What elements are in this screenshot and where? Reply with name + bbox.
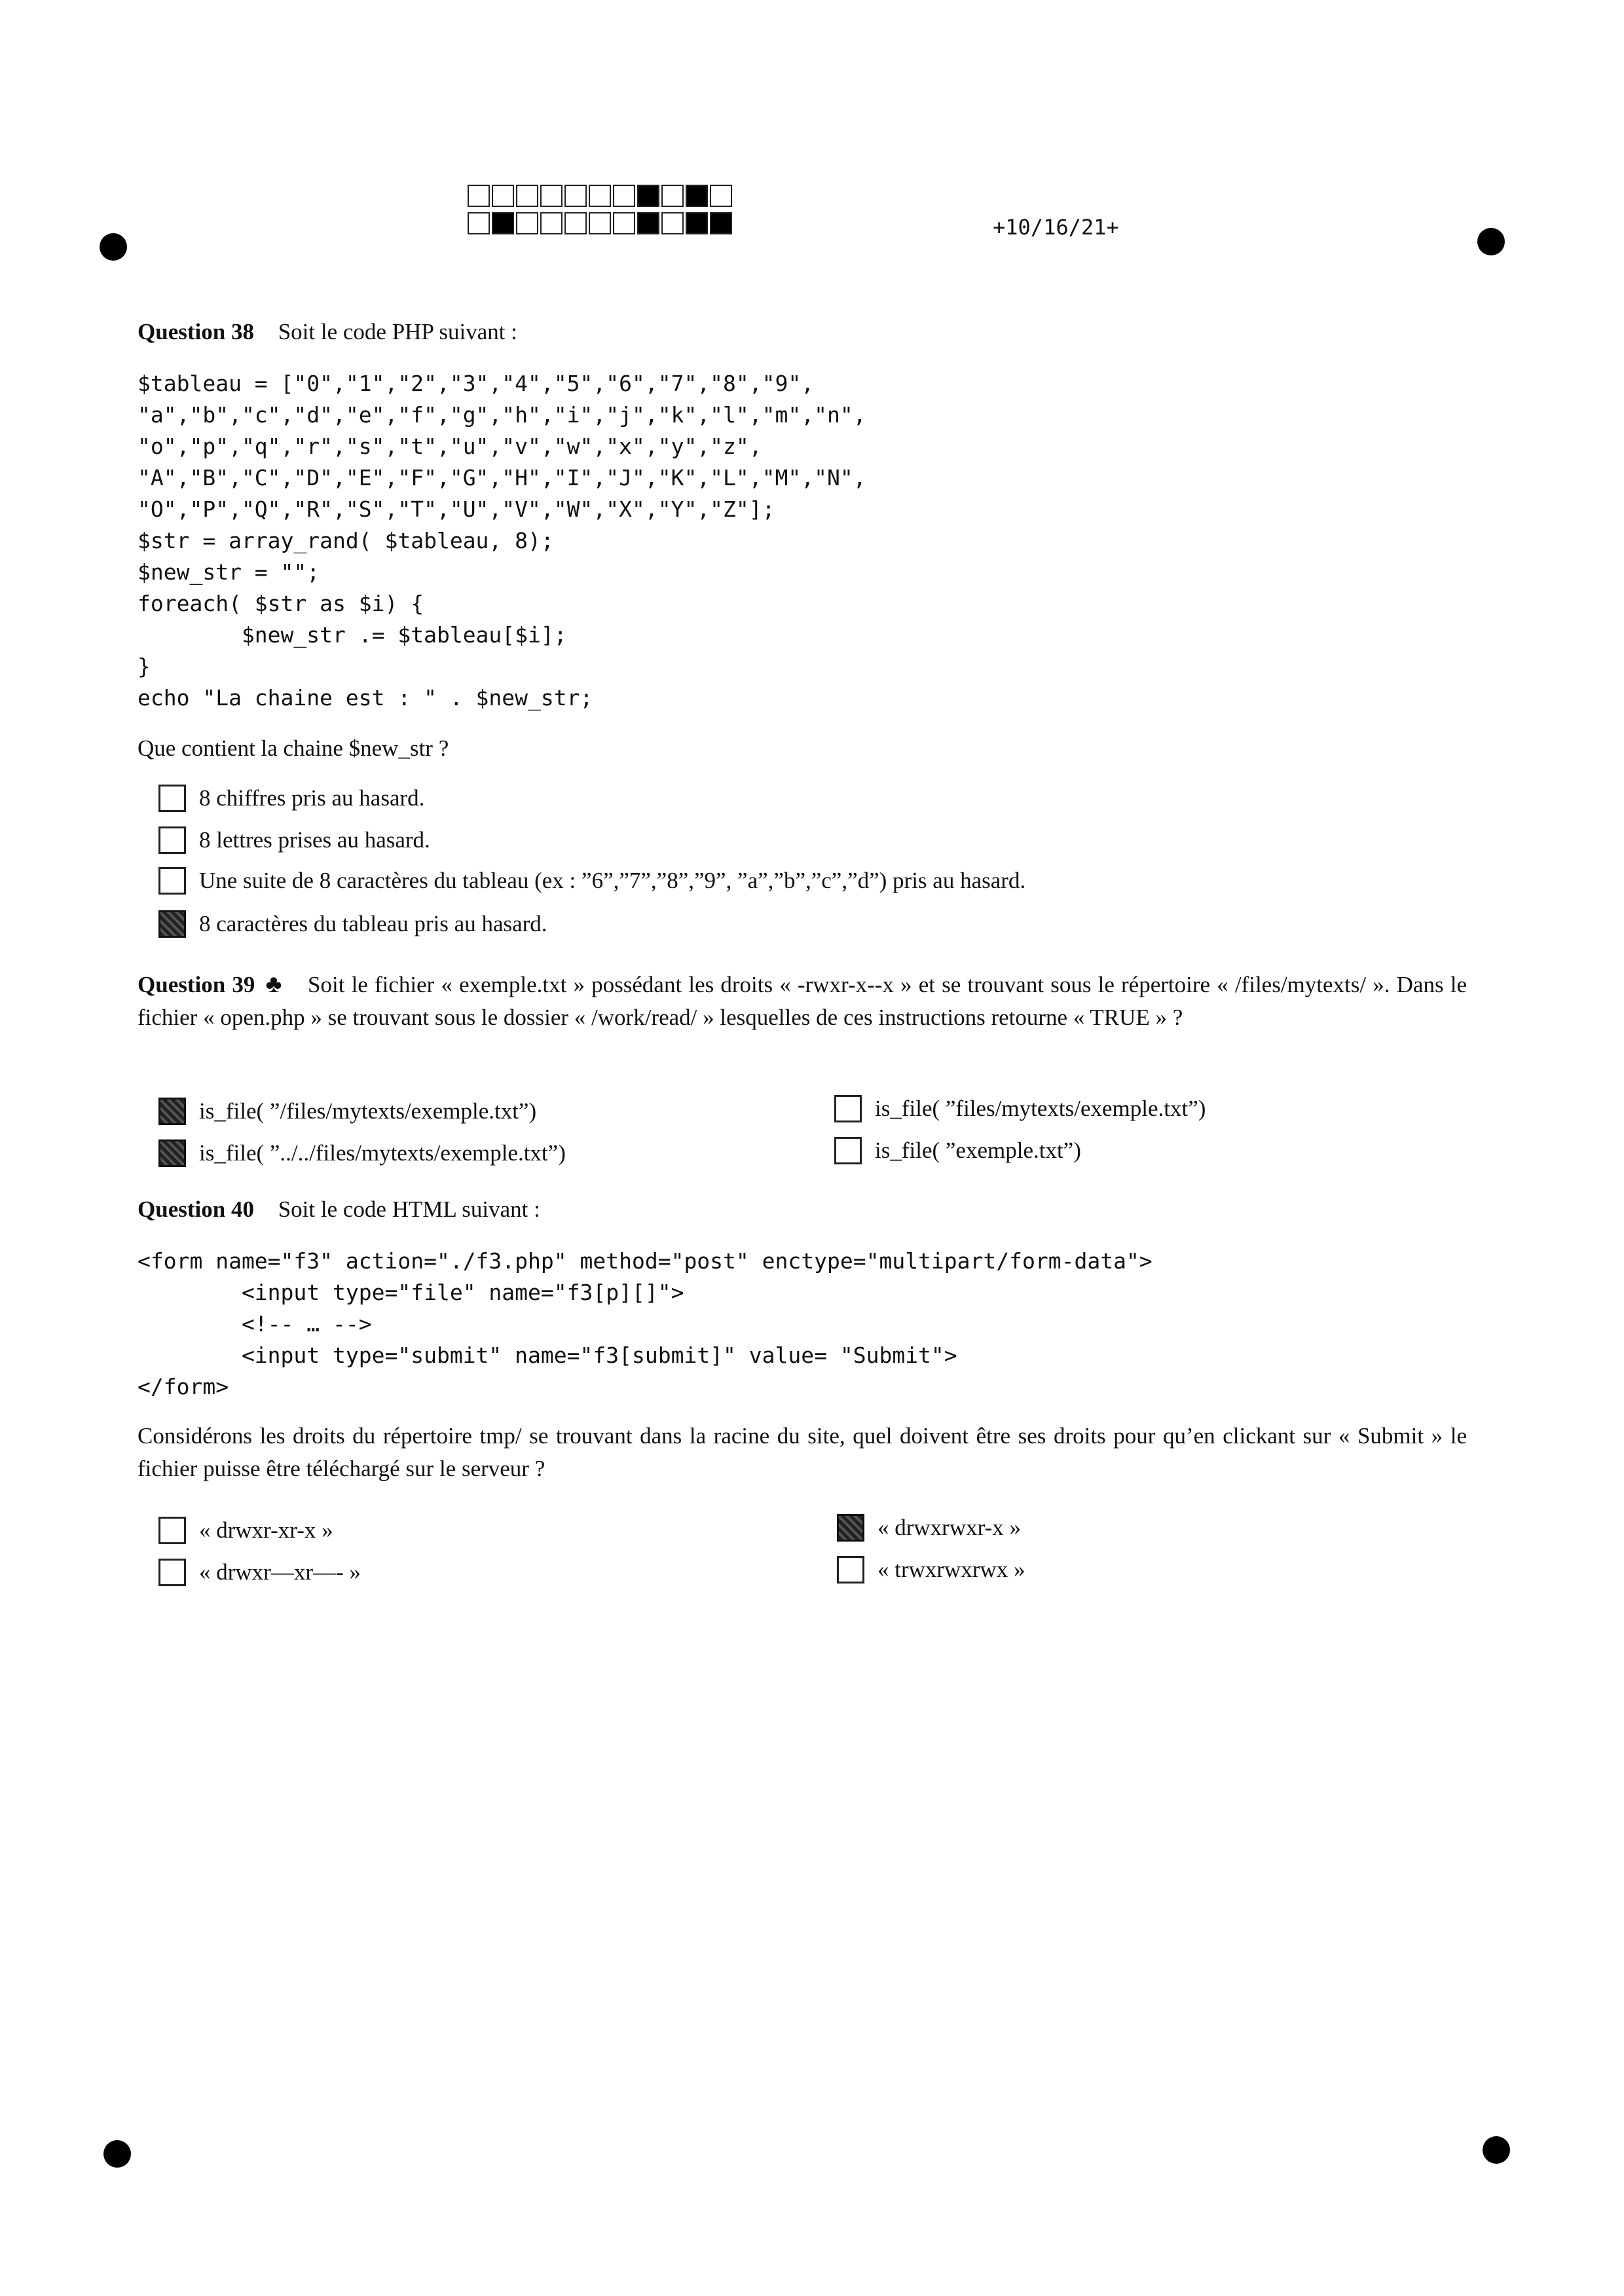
barcode-cell xyxy=(613,185,635,207)
q38-option-4[interactable] xyxy=(158,910,547,938)
option-label: 8 caractères du tableau pris au hasard. xyxy=(199,911,547,936)
barcode-cell xyxy=(468,185,490,207)
q39-option-3[interactable] xyxy=(158,1139,566,1167)
question-number: Question 39 xyxy=(138,972,255,997)
question-39-block xyxy=(138,968,1467,1034)
question-38-prompt: Que contient la chaine $new_str ? xyxy=(138,735,449,761)
q39-option-2[interactable] xyxy=(834,1095,1206,1122)
barcode-cell xyxy=(564,185,587,207)
checkbox[interactable] xyxy=(158,1517,186,1544)
question-text: Soit le fichier « exemple.txt » possédant les droits « -rwxr-x--x » et se trouvant sous le répertoire « /files/mytexts/ ». Dans le fichier « open.php » se trouvant sous le dossier « /work/read/ » lesquelles de ces instructions retourne « TRUE » ? xyxy=(138,972,1467,1030)
registration-mark-bottom-left xyxy=(103,2140,131,2168)
option-label: « drwxr-xr-x » xyxy=(199,1517,333,1543)
barcode-cell xyxy=(468,212,490,234)
option-label: « drwxrwxr-x » xyxy=(877,1515,1021,1540)
q40-option-1[interactable] xyxy=(158,1517,333,1544)
question-intro: Soit le code PHP suivant : xyxy=(278,319,517,344)
barcode-cell xyxy=(492,212,514,234)
option-label: « drwxr—xr—- » xyxy=(199,1559,361,1585)
barcode-cell xyxy=(516,212,538,234)
checkbox[interactable] xyxy=(158,1098,186,1125)
q38-option-3[interactable] xyxy=(158,867,1025,895)
checkbox[interactable] xyxy=(158,785,186,812)
q38-option-2[interactable] xyxy=(158,826,430,854)
club-icon: ♣ xyxy=(265,971,283,998)
barcode-cell xyxy=(710,212,732,234)
option-label: 8 chiffres pris au hasard. xyxy=(199,785,425,811)
php-code-block: $tableau = ["0","1","2","3","4","5","6","7","8","9", "a","b","c","d","e","f","g","h","i","j","k","l","m","n", "o","p","q","r","s","t","u","v","w","x","y","z", "A","B","C","D","E","F","G","H","I","J","K","L","M","N", "O","P","Q","R","S","T","U","V","W","X","Y","Z"]; $str = array_rand( $tableau, 8); $new_str = ""; foreach( $str as $i) { $new_str .= $tableau[$i]; } echo "La chaine est : " . $new_str; xyxy=(138,371,866,711)
question-38-header xyxy=(138,316,517,348)
barcode-cell xyxy=(710,185,732,207)
option-label: Une suite de 8 caractères du tableau (ex : ”6”,”7”,”8”,”9”, ”a”,”b”,”c”,”d”) pris au hasard. xyxy=(199,868,1026,893)
question-40-text: Considérons les droits du répertoire tmp/ se trouvant dans la racine du site, quel doivent être ses droits pour qu’en clickant sur « Submit » le fichier puisse être téléchargé sur le serveur ? xyxy=(138,1423,1467,1481)
q40-option-4[interactable] xyxy=(837,1556,1025,1583)
barcode-cell xyxy=(661,212,684,234)
q38-option-1[interactable] xyxy=(158,785,424,812)
checkbox[interactable] xyxy=(834,1137,862,1164)
checkbox[interactable] xyxy=(158,1559,186,1586)
barcode-cell xyxy=(564,212,587,234)
barcode-cell xyxy=(637,212,659,234)
registration-mark-bottom-right xyxy=(1483,2136,1510,2164)
barcode-cell xyxy=(637,185,659,207)
html-code-block: <form name="f3" action="./f3.php" method="post" enctype="multipart/form-data"> <input type="file" name="f3[p][]"> <!-- … --> <input type="submit" name="f3[submit]" value= "Submit"> </form> xyxy=(138,1248,1153,1399)
option-label: is_file( ”../../files/mytexts/exemple.txt”) xyxy=(199,1140,566,1166)
registration-mark-top-left xyxy=(100,233,127,261)
question-number: Question 40 xyxy=(138,1196,254,1222)
checkbox[interactable] xyxy=(158,826,186,854)
barcode-cell xyxy=(492,185,514,207)
barcode-cell xyxy=(516,185,538,207)
q40-option-3[interactable] xyxy=(158,1559,361,1586)
barcode-cell xyxy=(686,185,708,207)
checkbox[interactable] xyxy=(158,867,186,895)
barcode-cell xyxy=(540,185,563,207)
option-label: 8 lettres prises au hasard. xyxy=(199,827,430,853)
barcode-cell xyxy=(540,212,563,234)
registration-mark-top-right xyxy=(1477,228,1505,255)
q40-option-2[interactable] xyxy=(837,1514,1021,1542)
barcode-cell xyxy=(661,185,684,207)
barcode-cell xyxy=(589,185,611,207)
q39-option-4[interactable] xyxy=(834,1137,1081,1164)
checkbox[interactable] xyxy=(837,1514,864,1542)
option-label: is_file( ”/files/mytexts/exemple.txt”) xyxy=(199,1098,537,1124)
barcode-row xyxy=(468,212,734,234)
option-label: is_file( ”files/mytexts/exemple.txt”) xyxy=(875,1096,1206,1121)
checkbox[interactable] xyxy=(837,1556,864,1583)
page-id: +10/16/21+ xyxy=(993,215,1119,240)
checkbox[interactable] xyxy=(158,1139,186,1167)
q39-option-1[interactable] xyxy=(158,1098,536,1125)
option-label: is_file( ”exemple.txt”) xyxy=(875,1138,1081,1163)
question-intro: Soit le code HTML suivant : xyxy=(278,1196,540,1222)
question-40-header xyxy=(138,1193,540,1226)
question-number: Question 38 xyxy=(138,319,254,344)
barcode-cell xyxy=(686,212,708,234)
option-label: « trwxrwxrwx » xyxy=(877,1557,1025,1582)
checkbox[interactable] xyxy=(834,1095,862,1122)
barcode-row xyxy=(468,185,734,207)
barcode-cell xyxy=(613,212,635,234)
barcode-cell xyxy=(589,212,611,234)
page-barcode xyxy=(468,185,734,240)
checkbox[interactable] xyxy=(158,910,186,938)
